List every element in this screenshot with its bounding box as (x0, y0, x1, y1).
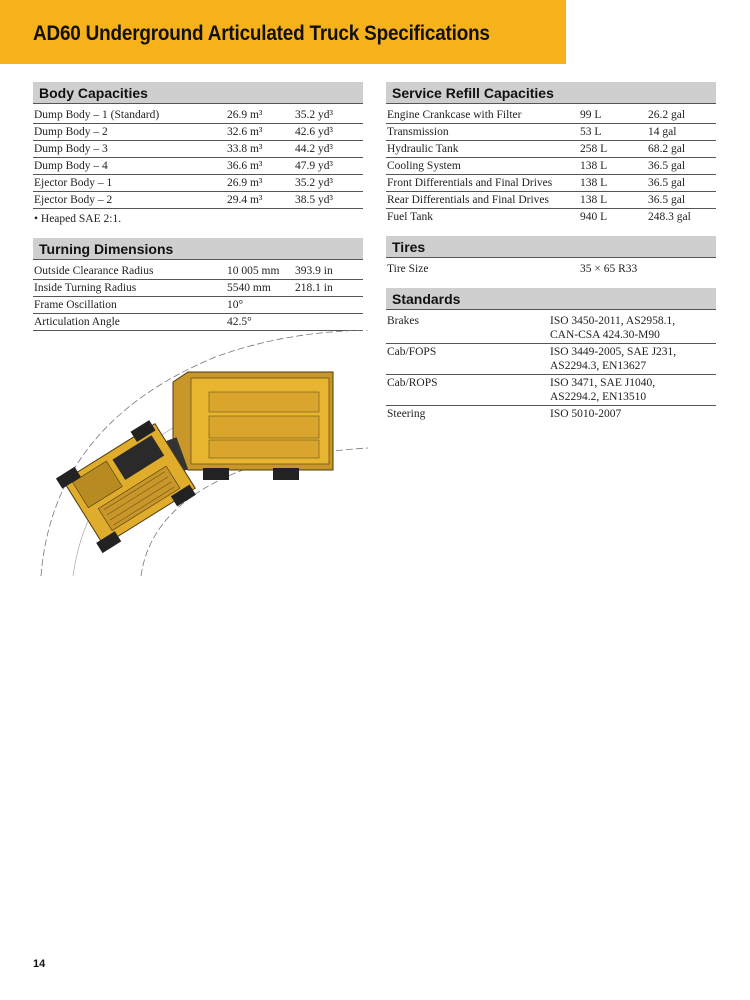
table-row (33, 263, 363, 280)
row-metric: 10 005 mm (227, 265, 280, 277)
row-metric: 138 L (580, 160, 608, 172)
row-metric: 26.9 m³ (227, 177, 263, 189)
turning-dimensions-table (33, 263, 363, 331)
row-imperial: 393.9 in (295, 265, 333, 277)
row-label: Dump Body – 4 (34, 160, 108, 172)
row-metric: 5540 mm (227, 282, 271, 294)
row-metric: 36.6 m³ (227, 160, 263, 172)
row-metric: 138 L (580, 177, 608, 189)
table-row (386, 261, 716, 277)
table-row (33, 314, 363, 331)
row-label: Dump Body – 2 (34, 126, 108, 138)
row-metric: 53 L (580, 126, 602, 138)
truck-turning-illustration (33, 330, 373, 580)
row-label: Hydraulic Tank (387, 143, 459, 155)
row-metric: 99 L (580, 109, 602, 121)
row-value-line2: CAN-CSA 424.30-M90 (550, 329, 660, 341)
row-label: Rear Differentials and Final Drives (387, 194, 550, 206)
row-value-line2: AS2294.3, EN13627 (550, 360, 647, 372)
table-row (33, 107, 363, 124)
row-metric: 258 L (580, 143, 608, 155)
row-imperial: 14 gal (648, 126, 677, 138)
standards-heading: Standards (386, 288, 716, 310)
body-capacities-heading: Body Capacities (33, 82, 363, 104)
row-label: Frame Oscillation (34, 299, 117, 311)
row-label: Ejector Body – 2 (34, 194, 113, 206)
table-row (33, 280, 363, 297)
row-label: Cab/FOPS (387, 346, 437, 358)
table-row (33, 192, 363, 209)
row-value-line2: AS2294.2, EN13510 (550, 391, 647, 403)
table-row (386, 158, 716, 175)
tires-heading: Tires (386, 236, 716, 258)
row-imperial: 36.5 gal (648, 194, 686, 206)
table-row (33, 175, 363, 192)
row-label: Fuel Tank (387, 211, 433, 223)
table-row (386, 375, 716, 406)
body-capacities-section (33, 82, 363, 225)
turning-dimensions-heading: Turning Dimensions (33, 238, 363, 260)
row-label: Transmission (387, 126, 449, 138)
table-row (386, 175, 716, 192)
tires-section (386, 236, 716, 277)
row-imperial: 36.5 gal (648, 160, 686, 172)
row-value-line1: ISO 3471, SAE J1040, (550, 377, 656, 389)
row-imperial: 35.2 yd³ (295, 109, 333, 121)
row-label: Engine Crankcase with Filter (387, 109, 522, 121)
row-imperial: 248.3 gal (648, 211, 691, 223)
row-imperial: 44.2 yd³ (295, 143, 333, 155)
row-imperial: 218.1 in (295, 282, 333, 294)
table-row (386, 344, 716, 375)
row-label: Articulation Angle (34, 316, 120, 328)
truck-dump-body (173, 372, 333, 480)
turning-dimensions-section (33, 238, 363, 331)
row-value-line1: ISO 5010-2007 (550, 408, 622, 420)
row-label: Outside Clearance Radius (34, 265, 154, 277)
table-row (33, 124, 363, 141)
row-value-line1: ISO 3450-2011, AS2958.1, (550, 315, 676, 327)
row-label: Front Differentials and Final Drives (387, 177, 553, 189)
row-imperial: 36.5 gal (648, 177, 686, 189)
row-imperial: 68.2 gal (648, 143, 686, 155)
table-row (386, 313, 716, 344)
row-metric: 940 L (580, 211, 608, 223)
row-label: Cab/ROPS (387, 377, 438, 389)
page-title: AD60 Underground Articulated Truck Specifications (33, 22, 490, 45)
title-bar (0, 0, 566, 64)
row-label: Inside Turning Radius (34, 282, 137, 294)
row-label: Steering (387, 408, 426, 420)
table-row (33, 297, 363, 314)
row-label: Ejector Body – 1 (34, 177, 113, 189)
table-row (386, 406, 716, 424)
table-row (386, 107, 716, 124)
row-metric: 10° (227, 299, 244, 311)
service-refill-heading: Service Refill Capacities (386, 82, 716, 104)
tires-table (386, 261, 716, 277)
row-label: Cooling System (387, 160, 461, 172)
row-imperial: 47.9 yd³ (295, 160, 333, 172)
service-refill-section (386, 82, 716, 225)
row-imperial: 38.5 yd³ (295, 194, 333, 206)
page-number: 14 (33, 958, 46, 970)
body-capacities-table (33, 107, 363, 209)
row-metric: 32.6 m³ (227, 126, 263, 138)
row-metric: 138 L (580, 194, 608, 206)
row-metric: 33.8 m³ (227, 143, 263, 155)
row-imperial: 35.2 yd³ (295, 177, 333, 189)
row-value: 35 × 65 R33 (580, 263, 638, 275)
standards-table (386, 313, 716, 424)
row-label: Brakes (387, 315, 419, 327)
row-label: Tire Size (387, 263, 429, 275)
table-row (386, 192, 716, 209)
row-value-line1: ISO 3449-2005, SAE J231, (550, 346, 677, 358)
table-row (386, 209, 716, 225)
table-row (33, 141, 363, 158)
row-imperial: 42.6 yd³ (295, 126, 333, 138)
service-refill-table (386, 107, 716, 225)
row-label: Dump Body – 3 (34, 143, 108, 155)
table-row (386, 141, 716, 158)
table-row (33, 158, 363, 175)
standards-section (386, 288, 716, 424)
row-metric: 42.5° (227, 316, 252, 328)
table-row (386, 124, 716, 141)
row-label: Dump Body – 1 (Standard) (34, 109, 160, 121)
row-imperial: 26.2 gal (648, 109, 686, 121)
row-metric: 26.9 m³ (227, 109, 263, 121)
row-metric: 29.4 m³ (227, 194, 263, 206)
heaped-note: • Heaped SAE 2:1. (34, 213, 122, 225)
